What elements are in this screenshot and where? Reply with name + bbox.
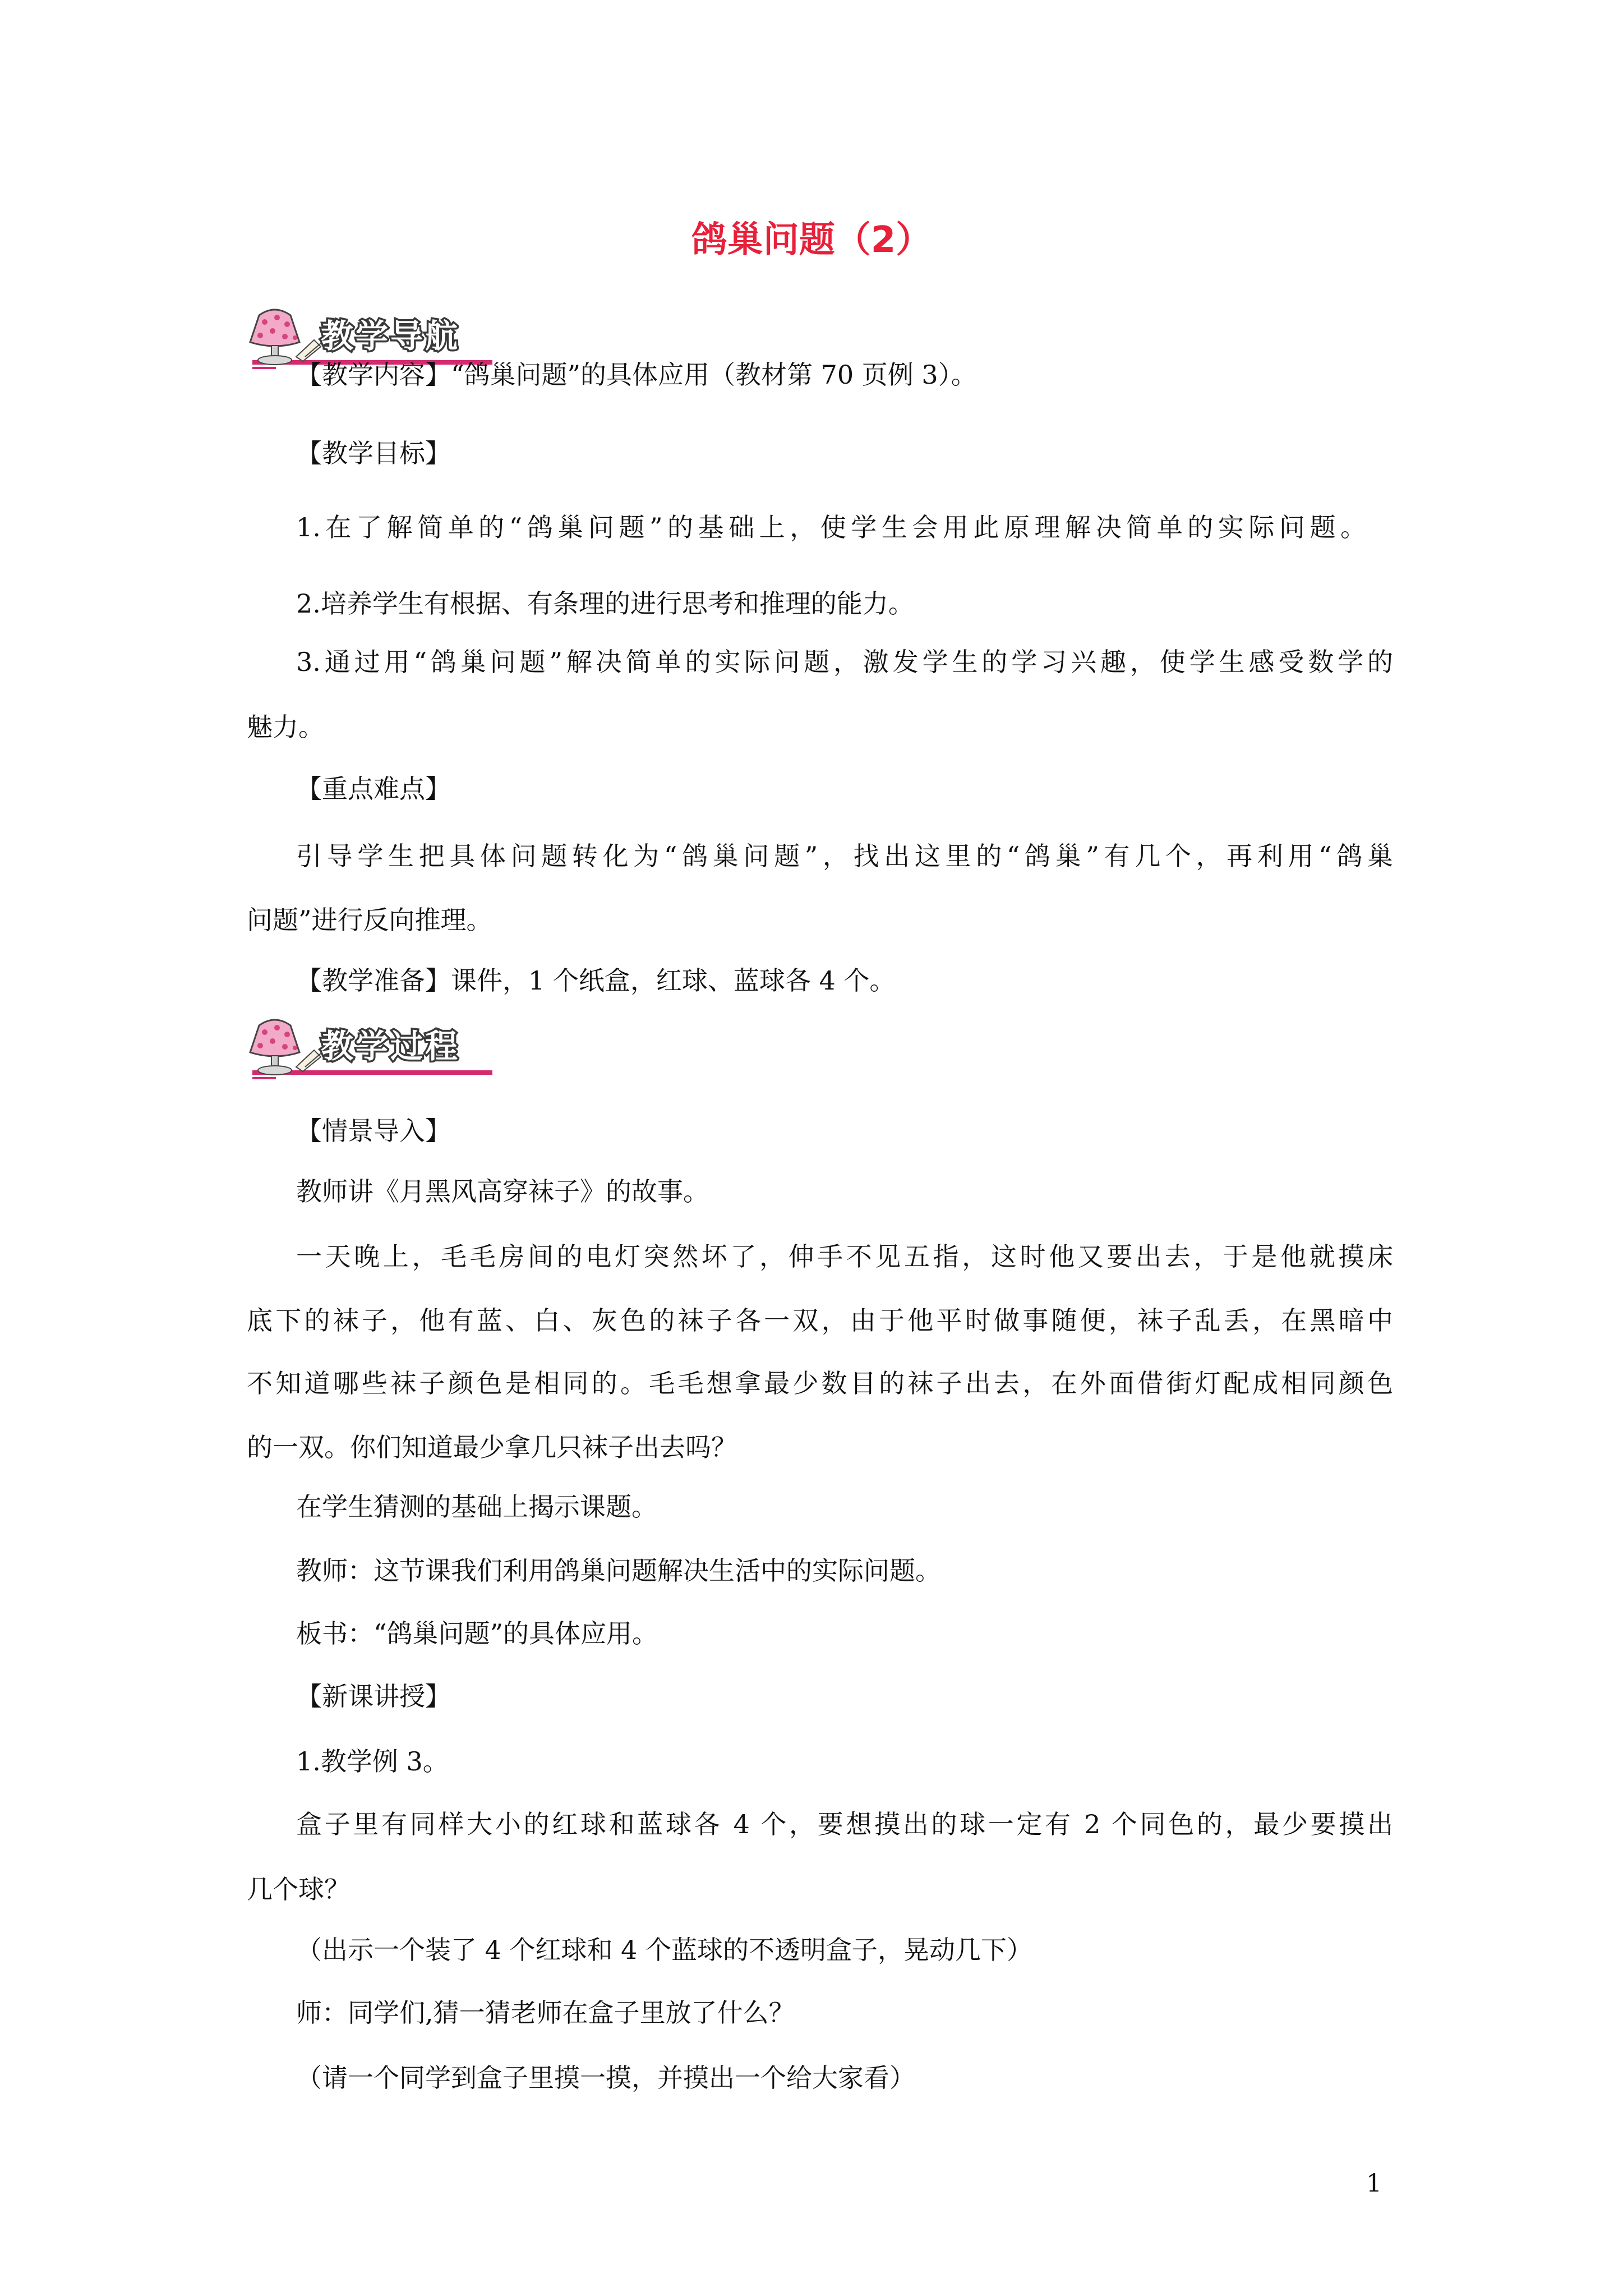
teacher-line: 教师：这节课我们利用鸽巢问题解决生活中的实际问题。: [296, 1556, 941, 1586]
new-lesson-heading: 【新课讲授】: [296, 1681, 451, 1711]
objective-3-line-1: 3.通过用“鸽巢问题”解决简单的实际问题，激发学生的学习兴趣，使学生感受数学的: [296, 647, 1393, 677]
student-action-line: （请一个同学到盒子里摸一摸，并摸出一个给大家看）: [296, 2063, 915, 2093]
teaching-objectives-heading: 【教学目标】: [296, 438, 451, 468]
story-line-3: 不知道哪些袜子颜色是相同的。毛毛想拿最少数目的袜子出去，在外面借街灯配成相同颜色: [247, 1368, 1393, 1398]
example-3-heading: 1.教学例 3。: [296, 1746, 449, 1777]
teaching-process-banner: [242, 1013, 495, 1087]
scenario-intro-heading: 【情景导入】: [296, 1116, 451, 1146]
story-line-1: 一天晚上，毛毛房间的电灯突然坏了，伸手不见五指，这时他又要出去，于是他就摸床: [296, 1241, 1393, 1272]
objective-2: 2.培养学生有根据、有条理的进行思考和推理的能力。: [296, 588, 914, 619]
teaching-preparation-line: 【教学准备】课件，1 个纸盒，红球、蓝球各 4 个。: [296, 965, 896, 996]
page-title: 鸽巢问题（2）: [691, 219, 932, 261]
teaching-process-banner-label: 教学过程: [321, 1027, 460, 1065]
key-difficulties-line-1: 引导学生把具体问题转化为“鸽巢问题”，找出这里的“鸽巢”有几个，再利用“鸽巢: [296, 841, 1393, 871]
teaching-guide-banner-label: 教学导航: [321, 317, 460, 355]
key-difficulties-line-2: 问题”进行反向推理。: [247, 905, 492, 935]
teacher-question-line: 师：同学们,猜一猜老师在盒子里放了什么？: [296, 1998, 795, 2028]
example-problem-line-1: 盒子里有同样大小的红球和蓝球各 4 个，要想摸出的球一定有 2 个同色的，最少要摸出: [296, 1809, 1393, 1839]
teaching-content-line: 【教学内容】“鸽巢问题”的具体应用（教材第 70 页例 3）。: [296, 360, 977, 390]
blackboard-line: 板书：“鸽巢问题”的具体应用。: [296, 1618, 658, 1649]
page-number: 1: [1366, 2169, 1382, 2198]
story-line-4: 的一双。你们知道最少拿几只袜子出去吗？: [247, 1432, 737, 1462]
story-intro-line: 教师讲《月黑风高穿袜子》的故事。: [296, 1176, 709, 1207]
example-problem-line-2: 几个球？: [247, 1874, 350, 1904]
objective-1: 1.在了解简单的“鸽巢问题”的基础上，使学生会用此原理解决简单的实际问题。: [296, 512, 1366, 542]
key-difficulties-heading: 【重点难点】: [296, 774, 451, 804]
objective-3-line-2: 魅力。: [247, 712, 324, 742]
reveal-topic-line: 在学生猜测的基础上揭示课题。: [296, 1492, 657, 1522]
demo-box-line: （出示一个装了 4 个红球和 4 个蓝球的不透明盒子，晃动几下）: [296, 1935, 1033, 1965]
story-line-2: 底下的袜子，他有蓝、白、灰色的袜子各一双，由于他平时做事随便，袜子乱丢，在黑暗中: [247, 1305, 1393, 1336]
